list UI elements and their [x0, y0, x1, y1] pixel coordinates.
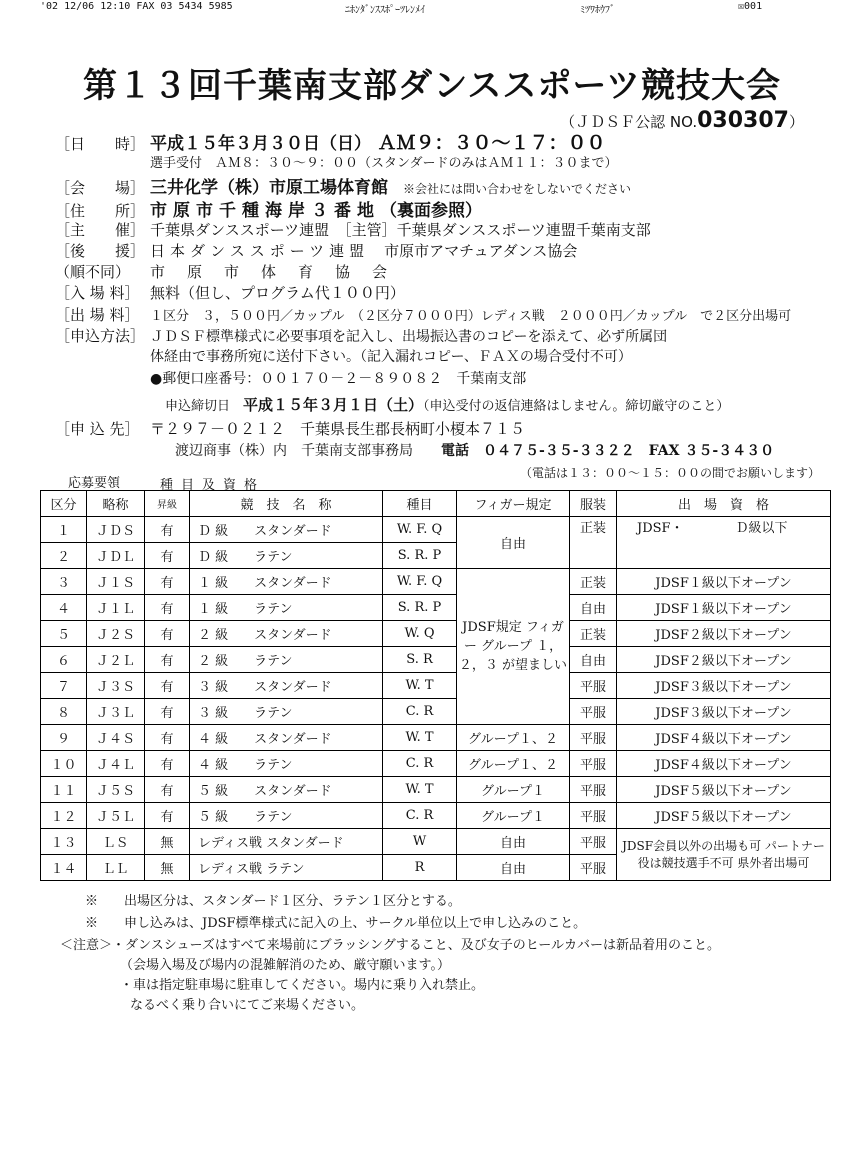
cell-event-name: ３ 級 ラテン [190, 699, 383, 725]
cell-promotion: 有 [145, 621, 190, 647]
cell-qualification: JDSF５級以下オープン [617, 803, 831, 829]
cell-figure: 自由 [457, 855, 570, 881]
note-3: ＜注意＞・ダンスシューズはすべて来場前にブラッシングすること、及び女子のヒールカバーは新品着用のこと。 [60, 938, 720, 953]
cell-code: Ｊ５Ｌ [87, 803, 145, 829]
cell-promotion: 有 [145, 777, 190, 803]
cell-dress: 平服 [570, 803, 617, 829]
cell-event-name: ２ 級 スタンダード [190, 621, 383, 647]
info-apply: ［申込方法］ ＪＤＳＦ標準様式に必要事項を記入し、出場振込書のコピーを添えて、必ず所属団 [55, 327, 668, 345]
cell-figure: グループ１ [457, 803, 570, 829]
cell-division: ５ [41, 621, 87, 647]
cell-event-name: １ 級 スタンダード [190, 569, 383, 595]
cell-dances: W. T [383, 673, 457, 699]
header-cell: 昇級 [145, 491, 190, 517]
cell-dances: W [383, 829, 457, 855]
cell-dress: 正装 [570, 569, 617, 595]
cell-promotion: 有 [145, 517, 190, 543]
header-cell: 服装 [570, 491, 617, 517]
cell-code: ＬＬ [87, 855, 145, 881]
cell-figure: 自由 [457, 517, 570, 569]
cell-promotion: 有 [145, 673, 190, 699]
info-support-2: （順不同） 市原市体育協会 [55, 263, 410, 281]
cell-dress: 平服 [570, 829, 617, 855]
cell-dances: C. R [383, 751, 457, 777]
cell-dances: C. R [383, 803, 457, 829]
cell-event-name: ２ 級 ラテン [190, 647, 383, 673]
note-6: なるべく乗り合いにてご来場ください。 [130, 998, 365, 1013]
events-table [40, 490, 831, 881]
cell-promotion: 有 [145, 543, 190, 569]
info-apply-line2: 体経由で事務所宛に送付下さい。（記入漏れコピー、ＦＡＸの場合受付不可） [150, 349, 632, 365]
cell-division: １１ [41, 777, 87, 803]
info-deadline: 申込締切日 平成１５年３月１日（土）（申込受付の返信連絡はしません。締切厳守のこと） [165, 396, 730, 414]
section-guide: 応募要領 [68, 476, 121, 491]
cell-qualification: JDSF３級以下オープン [617, 673, 831, 699]
cell-qualification: JDSF３級以下オープン [617, 699, 831, 725]
cell-division: ７ [41, 673, 87, 699]
info-address: ［住 所］ 市原市千種海岸３番地（裏面参照） [55, 201, 482, 221]
table-row [41, 751, 831, 777]
cell-promotion: 有 [145, 595, 190, 621]
cell-dress: 平服 [570, 777, 617, 803]
note-5: ・車は指定駐車場に駐車してください。場内に乗り入れ禁止。 [120, 978, 485, 993]
cell-event-name: ５ 級 ラテン [190, 803, 383, 829]
note-2: ※ 申し込みは、JDSF標準様式に記入の上、サークル単位以上で申し込みのこと。 [85, 916, 587, 931]
cell-promotion: 有 [145, 647, 190, 673]
fax-sender: ﾆﾎﾝﾀﾞﾝｽｽﾎﾟｰﾂﾚﾝﾒｲ [345, 5, 425, 16]
cell-code: Ｊ３Ｌ [87, 699, 145, 725]
fax-receiver: ﾐﾂﾜﾎｳﾌﾞ [580, 5, 615, 16]
table-row [41, 621, 831, 647]
page-title: 第１３回千葉南支部ダンススポーツ競技大会 [83, 66, 781, 106]
cell-figure: グループ１、２ [457, 725, 570, 751]
cell-promotion: 有 [145, 751, 190, 777]
section-category: 種目及資格 [160, 478, 266, 493]
info-venue: ［会 場］ 三井化学（株）市原工場体育館 ※会社には問い合わせをしないでください [55, 178, 632, 198]
cell-code: Ｊ２Ｌ [87, 647, 145, 673]
table-row [41, 725, 831, 751]
cell-code: Ｊ１Ｌ [87, 595, 145, 621]
info-reception: 選手受付 ＡＭ８：３０～９：００（スタンダードのみはＡＭ１１：３０まで） [150, 156, 618, 171]
cell-division: ６ [41, 647, 87, 673]
cell-division: ８ [41, 699, 87, 725]
cell-dress: 平服 [570, 673, 617, 699]
cell-dress: 平服 [570, 855, 617, 881]
cell-division: ９ [41, 725, 87, 751]
fax-datetime: '02 12/06 12:10 FAX 03 5434 5985 [40, 1, 233, 12]
table-row [41, 569, 831, 595]
cell-qualification: JDSF４級以下オープン [617, 751, 831, 777]
cell-dances: W. T [383, 725, 457, 751]
cell-promotion: 無 [145, 829, 190, 855]
cell-code: Ｊ４Ｓ [87, 725, 145, 751]
cell-promotion: 有 [145, 803, 190, 829]
cell-division: １ [41, 517, 87, 543]
cell-dances: C. R [383, 699, 457, 725]
cell-dances: S. R. P [383, 543, 457, 569]
cell-dances: W. F. Q [383, 517, 457, 543]
header-cell: 略称 [87, 491, 145, 517]
header-cell: 競 技 名 称 [190, 491, 383, 517]
cell-qualification: JDSF２級以下オープン [617, 647, 831, 673]
note-1: ※ 出場区分は、スタンダード１区分、ラテン１区分とする。 [85, 894, 461, 909]
cell-dances: S. R [383, 647, 457, 673]
cell-code: ＬＳ [87, 829, 145, 855]
cell-promotion: 無 [145, 855, 190, 881]
table-row [41, 647, 831, 673]
info-contact-company: 渡辺商事（株）内 千葉南支部事務局 電話 ０４７５-３５-３３２２ FAX ３５-３４３０ [175, 443, 775, 459]
cell-qualification: JDSF４級以下オープン [617, 725, 831, 751]
cell-division: ２ [41, 543, 87, 569]
fax-header [0, 0, 864, 14]
cell-division: ４ [41, 595, 87, 621]
cell-dress: 自由 [570, 595, 617, 621]
cell-division: １２ [41, 803, 87, 829]
cell-event-name: ４ 級 ラテン [190, 751, 383, 777]
cell-promotion: 有 [145, 725, 190, 751]
cell-figure: グループ１ [457, 777, 570, 803]
cell-promotion: 有 [145, 569, 190, 595]
cell-dances: W. F. Q [383, 569, 457, 595]
info-contact: ［申 込 先］ 〒２９７－０２１２ 千葉県長生郡長柄町小榎本７１５ [55, 420, 526, 438]
fax-page: ☒001 [738, 1, 763, 12]
cell-dress: 平服 [570, 725, 617, 751]
table-row [41, 829, 831, 855]
cell-dress: 平服 [570, 751, 617, 777]
cell-event-name: Ｄ 級 スタンダード [190, 517, 383, 543]
info-entry-fee: ［出 場 料］ １区分 ３，５００円／カップル （２区分７０００円）レディス戦 ２０００円／カップル で２区分出場可 [55, 306, 792, 324]
cell-dress: 自由 [570, 647, 617, 673]
cell-dress: 正装 [570, 621, 617, 647]
cell-qualification: JDSF５級以下オープン [617, 777, 831, 803]
header-cell: フィガー規定 [457, 491, 570, 517]
cell-qualification: JDSF会員以外の出場も可 パートナー役は競技選手不可 県外者出場可 [617, 829, 831, 881]
cell-dances: S. R. P [383, 595, 457, 621]
cell-qualification: JDSF１級以下オープン [617, 569, 831, 595]
table-row [41, 517, 831, 543]
cell-dances: W. Q [383, 621, 457, 647]
header-cell: 区分 [41, 491, 87, 517]
info-support: ［後 援］ 日本ダンススポーツ連盟 市原市アマチュアダンス協会 [55, 242, 578, 260]
table-row [41, 777, 831, 803]
cell-qualification: JDSF１級以下オープン [617, 595, 831, 621]
cell-qualification: JDSF２級以下オープン [617, 621, 831, 647]
cell-division: １０ [41, 751, 87, 777]
cell-event-name: ４ 級 スタンダード [190, 725, 383, 751]
header-cell: 出 場 資 格 [617, 491, 831, 517]
cell-code: ＪＤＳ [87, 517, 145, 543]
cell-event-name: ５ 級 スタンダード [190, 777, 383, 803]
table-row [41, 595, 831, 621]
approval-number: （ＪＤＳＦ公認 NO.030307） [560, 108, 804, 133]
note-4: （会場入場及び場内の混雑解消のため、厳守願います。） [120, 958, 450, 973]
cell-dances: R [383, 855, 457, 881]
cell-figure: グループ１、２ [457, 751, 570, 777]
cell-dress: 正装 [570, 517, 617, 569]
cell-event-name: レディス戦 スタンダード [190, 829, 383, 855]
cell-event-name: Ｄ 級 ラテン [190, 543, 383, 569]
cell-division: ３ [41, 569, 87, 595]
header-cell: 種目 [383, 491, 457, 517]
cell-code: Ｊ５Ｓ [87, 777, 145, 803]
cell-dances: W. T [383, 777, 457, 803]
table-row [41, 803, 831, 829]
cell-event-name: レディス戦 ラテン [190, 855, 383, 881]
cell-event-name: １ 級 ラテン [190, 595, 383, 621]
cell-figure: JDSF規定 フィガー グループ １，２，３ が望ましい [457, 569, 570, 725]
cell-division: １３ [41, 829, 87, 855]
cell-dress: 平服 [570, 699, 617, 725]
cell-code: Ｊ２Ｓ [87, 621, 145, 647]
cell-code: ＪＤＬ [87, 543, 145, 569]
info-host: ［主 催］ 千葉県ダンススポーツ連盟 ［主管］千葉県ダンススポーツ連盟千葉南支部 [55, 221, 651, 239]
cell-code: Ｊ４Ｌ [87, 751, 145, 777]
info-date: ［日 時］ 平成１５年３月３０日（日） ＡＭ９：３０～１７：００ [55, 132, 606, 154]
cell-division: １４ [41, 855, 87, 881]
table-row [41, 673, 831, 699]
cell-code: Ｊ１Ｓ [87, 569, 145, 595]
cell-qualification: JDSF・ Ｄ級以下 [617, 517, 831, 569]
cell-promotion: 有 [145, 699, 190, 725]
cell-figure: 自由 [457, 829, 570, 855]
info-contact-hours: （電話は１３：００～１５：００の間でお願いします） [520, 466, 821, 480]
info-admission: ［入 場 料］ 無料（但し、プログラム代１００円） [55, 284, 405, 302]
info-postal-account: ●郵便口座番号：００１７０－２－８９０８２ 千葉南支部 [150, 371, 527, 387]
cell-code: Ｊ３Ｓ [87, 673, 145, 699]
table-header-row [41, 491, 831, 517]
cell-event-name: ３ 級 スタンダード [190, 673, 383, 699]
table-row [41, 699, 831, 725]
